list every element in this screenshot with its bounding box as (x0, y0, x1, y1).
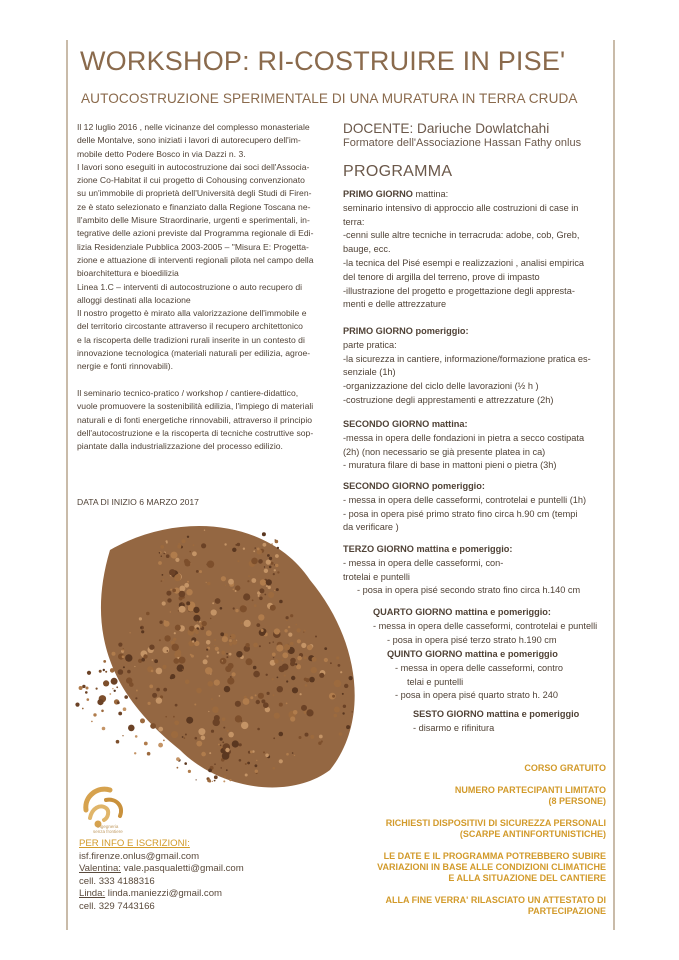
note-line: RICHIESTI DISPOSITIVI DI SICUREZZA PERSONALI (385, 818, 606, 828)
teacher-name: Dariuche Dowlatchahi (417, 121, 550, 136)
text-line: zione e attuazione di interventi regionali pilota nel campo della (77, 254, 314, 265)
program-line: -organizzazione del ciclo delle lavorazioni (½ h ) (343, 381, 539, 392)
day-heading: QUINTO GIORNO mattina e pomeriggio (387, 649, 558, 659)
note-line: PARTECIPAZIONE (527, 906, 606, 916)
contact-email-link[interactable]: vale.pasqualetti@gmail.com (120, 863, 244, 875)
project-paragraph (77, 161, 319, 374)
text-line: bioarchitettura e bioedilizia (77, 268, 179, 279)
program-line: - messa in opera delle casseformi, contro (395, 662, 563, 673)
text-line: alloggi destinati alla locazione (77, 294, 191, 305)
teacher-label: DOCENTE: (343, 121, 418, 136)
program-line: trotelai e puntelli (343, 571, 410, 582)
note-line: (SCARPE ANTINFORTUNISTICHE) (459, 829, 606, 839)
page-subtitle: AUTOCOSTRUZIONE SPERIMENTALE DI UNA MURATURA IN TERRA CRUDA (81, 91, 578, 106)
note-line: CORSO GRATUITO (524, 763, 606, 773)
contact-email-link[interactable]: isf.firenze.onlus@gmail.com (79, 850, 200, 862)
text-line: tegrative delle azioni previste dal Programma regionale di Edi- (77, 228, 314, 239)
start-date: DATA DI INIZIO 6 MARZO 2017 (77, 497, 199, 507)
logo-caption: ingegneria senza frontiere (93, 824, 123, 834)
program-day-2-afternoon (343, 480, 608, 535)
program-day-4 (373, 606, 613, 647)
contact-phone: cell. 329 7443166 (79, 900, 155, 912)
note-line: NUMERO PARTECIPANTI LIMITATO (454, 785, 606, 795)
intro-paragraph (77, 121, 319, 161)
program-line: -cenni sulle altre tecniche in terracruda: adobe, cob, Greb, (343, 230, 580, 241)
program-line: - posa in opera pisé terzo strato h.190 cm (387, 634, 557, 645)
text-line: Il 12 luglio 2016 , nelle vicinanze del complesso monasteriale (77, 122, 310, 132)
page-title: WORKSHOP: RI-COSTRUIRE IN PISE' (80, 46, 566, 76)
program-line: (2h) (non necessario se già presente platea in ca) (343, 446, 546, 457)
note-line: ALLA FINE VERRA' RILASCIATO UN ATTESTATO DI (385, 895, 606, 905)
contact-email-link[interactable]: linda.maniezzi@gmail.com (105, 888, 223, 900)
day-heading: SECONDO GIORNO mattina: (343, 419, 468, 429)
contact-linda (79, 888, 244, 901)
program-line: -la tecnica del Pisé esempi e realizzazioni , analisi empirica (343, 257, 585, 268)
program-line: - messa in opera delle casseformi, controtelai e puntelli (1h) (343, 494, 587, 505)
text-line: naturali e di fonti energetiche rinnovabili, attraverso il principio (77, 414, 313, 425)
paragraph-gap (77, 374, 319, 387)
text-line: vuole promuovere la sostenibilità edilizia, l'impiego di materiali (77, 401, 314, 412)
day-heading: SECONDO GIORNO pomeriggio: (343, 481, 485, 491)
text-line: Il seminario tecnico-pratico / workshop / cantiere-didattico, (77, 387, 299, 398)
text-line: innovazione tecnologica (materiali naturali per edilizia, agroe- (77, 348, 311, 359)
contact-label: Valentina: (79, 863, 121, 875)
program-line: - posa in opera pisé secondo strato fino circa h.140 cm (357, 585, 581, 596)
program-heading: PROGRAMMA (343, 163, 453, 180)
program-line: - messa in opera delle casseformi, controtelai e puntelli (373, 620, 598, 631)
day-heading: QUARTO GIORNO mattina e pomeriggio: (373, 607, 551, 617)
program-line: menti e delle attrezzature (343, 299, 447, 310)
contact-info (79, 838, 244, 914)
program-line: da verificare ) (343, 522, 399, 533)
program-line: seminario intensivo di approccio alle costruzioni di case in (343, 202, 579, 213)
program-line: del tenore di argilla del terreno, prove di impasto (343, 271, 540, 282)
day-heading: TERZO GIORNO mattina e pomeriggio: (343, 544, 513, 554)
text-line: ze è stato selezionato e finanziato dalla Regione Toscana ne- (77, 201, 311, 212)
text-line: del territorio circostante attraverso il recupero architettonico (77, 321, 303, 332)
program-day-1-morning (343, 188, 608, 312)
program-day-6 (413, 708, 613, 736)
note-line: (8 PERSONE) (548, 796, 606, 806)
program-line: senziale (1h) (343, 367, 396, 378)
text-line: lizia Residenziale Pubblica 2003-2005 – "Misura E: Progetta- (77, 241, 309, 252)
text-line: nergie e fonti rinnovabili). (77, 361, 174, 372)
teacher-heading (343, 121, 549, 136)
soil-pile-image (70, 490, 370, 800)
contact-label: Linda: (79, 888, 106, 900)
program-line: bauge, ecc. (343, 244, 391, 255)
program-day-1-afternoon (343, 325, 608, 408)
note-line: LE DATE E IL PROGRAMMA POTREBBERO SUBIRE (383, 851, 606, 861)
text-line: delle Montalve, sono iniziati i lavori di autorecupero dell'im- (77, 135, 301, 146)
text-line: mobile detto Podere Bosco in via Dazzi n. 3. (77, 148, 246, 159)
right-border-rule (613, 40, 615, 930)
text-line: su un'immobile di proprietà dell'Università degli Studi di Firen- (77, 188, 312, 199)
program-line: - messa in opera delle casseformi, con- (343, 557, 504, 568)
day-heading: SESTO GIORNO mattina e pomeriggio (413, 709, 580, 719)
program-line: -costruzione degli apprestamenti e attrezzature (2h) (343, 394, 554, 405)
left-border-rule (66, 40, 68, 930)
program-day-3 (343, 543, 608, 598)
note-line: VARIAZIONI IN BASE ALLE CONDIZIONI CLIMATICHE (377, 862, 606, 872)
teacher-role: Formatore dell'Associazione Hassan Fathy onlus (343, 137, 582, 149)
text-line: dell'autocostruzione e la riscoperta di tecniche costruttive sop- (77, 427, 314, 438)
text-line: Linea 1.C – interventi di autocostruzione o auto recupero di (77, 281, 303, 292)
program-line: - posa in opera pisé quarto strato h. 240 (395, 690, 558, 701)
text-line: ll'ambito delle Misure Straordinarie, urgenti e sperimentali, in- (77, 215, 310, 226)
program-line: -illustrazione del progetto e progettazione degli appresta- (343, 285, 575, 296)
text-line: I lavori sono eseguiti in autocostruzione dai soci dell'Associa- (77, 161, 310, 172)
notes-box (343, 763, 606, 917)
program-line: -la sicurezza in cantiere, informazione/formazione pratica es- (343, 353, 591, 364)
program-line: - disarmo e rifinitura (413, 722, 495, 733)
program-day-2-morning (343, 418, 608, 473)
contact-phone: cell. 333 4188316 (79, 875, 155, 887)
day-heading: PRIMO GIORNO pomeriggio: (343, 326, 469, 336)
description-column (77, 121, 319, 453)
contact-valentina (79, 863, 244, 876)
text-line: e la riscoperta delle tradizioni rurali inserite in un contesto di (77, 334, 305, 345)
program-day-5 (385, 648, 610, 703)
text-line: Il nostro progetto è mirato alla valorizzazione dell'immobile e (77, 308, 307, 319)
note-line: E ALLA SITUAZIONE DEL CANTIERE (448, 873, 606, 883)
text-line: piantate dalla industrializzazione del processo edilizio. (77, 441, 283, 452)
program-line: - posa in opera pisé primo strato fino circa h.90 cm (tempi (343, 508, 578, 519)
contact-heading: PER INFO E ISCRIZIONI: (79, 838, 190, 849)
program-line: - muratura filare di base in mattoni pieni o pietra (3h) (343, 460, 557, 471)
seminar-paragraph (77, 387, 319, 453)
program-line: -messa in opera delle fondazioni in pietra a secco costipata (343, 432, 585, 443)
program-line: telai e puntelli (407, 676, 464, 687)
text-line: zione Co-Habitat il cui progetto di Cohousing convenzionato (77, 175, 305, 186)
program-line: parte pratica: (343, 339, 397, 350)
day-heading: PRIMO GIORNO mattina: (343, 189, 449, 199)
program-line: terra: (343, 216, 365, 227)
